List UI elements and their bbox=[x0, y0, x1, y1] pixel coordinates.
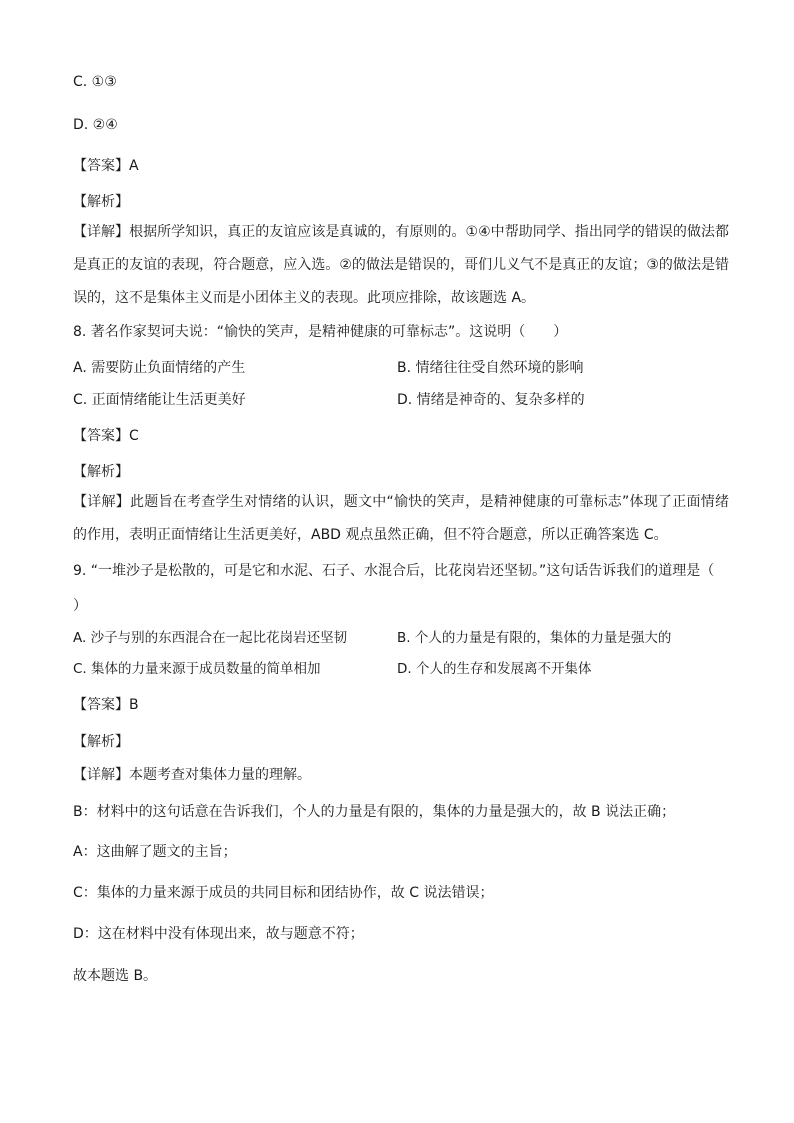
q9-conclusion: 故本题选 B。 bbox=[73, 968, 158, 984]
q9-detail: 【详解】本题考查对集体力量的理解。 bbox=[73, 767, 311, 783]
q8-option-a: A. 需要防止负面情绪的产生 bbox=[73, 360, 246, 376]
q8-option-d: D. 情绪是神奇的、复杂多样的 bbox=[397, 392, 585, 408]
q8-stem: 8. 著名作家契诃夫说：“愉快的笑声，是精神健康的可靠标志”。这说明（ ） bbox=[73, 324, 568, 340]
q8-options-row-1 bbox=[73, 358, 729, 378]
q8-detail: 【详解】此题旨在考查学生对情绪的认识，题文中“愉快的笑声，是精神健康的可靠标志”体现了正面情绪的作用，表明正面情绪让生活更美好，ABD 观点虽然正确，但不符合题意，所以正确答案选 C。 bbox=[73, 494, 729, 543]
q8-option-b: B. 情绪往往受自然环境的影响 bbox=[397, 360, 584, 376]
q7-option-c: C. ①③ bbox=[73, 74, 117, 90]
q9-option-b: B. 个人的力量是有限的，集体的力量是强大的 bbox=[397, 630, 672, 646]
q9-answer: 【答案】B bbox=[73, 697, 139, 713]
q8-option-c: C. 正面情绪能让生活更美好 bbox=[73, 392, 246, 408]
q8-options-row-2 bbox=[73, 390, 729, 410]
q7-answer: 【答案】A bbox=[73, 158, 139, 174]
q9-analysis-label: 【解析】 bbox=[73, 734, 129, 750]
q7-detail: 【详解】根据所学知识，真正的友谊应该是真诚的，有原则的。①④中帮助同学、指出同学的错误的做法都是真正的友谊的表现，符合题意，应入选。②的做法是错误的，哥们儿义气不是真正的友谊；③的做法是错误的，这不是集体主义而是小团体主义的表现。此项应排除，故该题选 A。 bbox=[73, 224, 729, 306]
q9-explanation-b: B：材料中的这句话意在告诉我们，个人的力量是有限的，集体的力量是强大的，故 B 说法正确； bbox=[73, 804, 676, 820]
q9-option-c: C. 集体的力量来源于成员数量的简单相加 bbox=[73, 661, 321, 677]
q9-explanation-c: C：集体的力量来源于成员的共同目标和团结协作，故 C 说法错误； bbox=[73, 885, 494, 901]
q9-option-a: A. 沙子与别的东西混合在一起比花岗岩还坚韧 bbox=[73, 630, 348, 646]
q8-answer: 【答案】C bbox=[73, 428, 139, 444]
q9-explanation-a: A：这曲解了题文的主旨； bbox=[73, 844, 237, 860]
q9-stem-line-1: 9. “一堆沙子是松散的，可是它和水泥、石子、水混合后，比花岗岩还坚韧。”这句话告诉我们的道理是（ bbox=[73, 563, 715, 579]
q9-options-row-1 bbox=[73, 628, 729, 648]
q9-explanation-d: D：这在材料中没有体现出来，故与题意不符； bbox=[73, 926, 364, 942]
q9-option-d: D. 个人的生存和发展离不开集体 bbox=[397, 661, 592, 677]
q9-options-row-2 bbox=[73, 659, 729, 679]
q7-option-d: D. ②④ bbox=[73, 117, 118, 133]
q7-analysis-label: 【解析】 bbox=[73, 194, 129, 210]
q8-analysis-label: 【解析】 bbox=[73, 464, 129, 480]
q9-stem-line-2: ） bbox=[73, 598, 87, 614]
